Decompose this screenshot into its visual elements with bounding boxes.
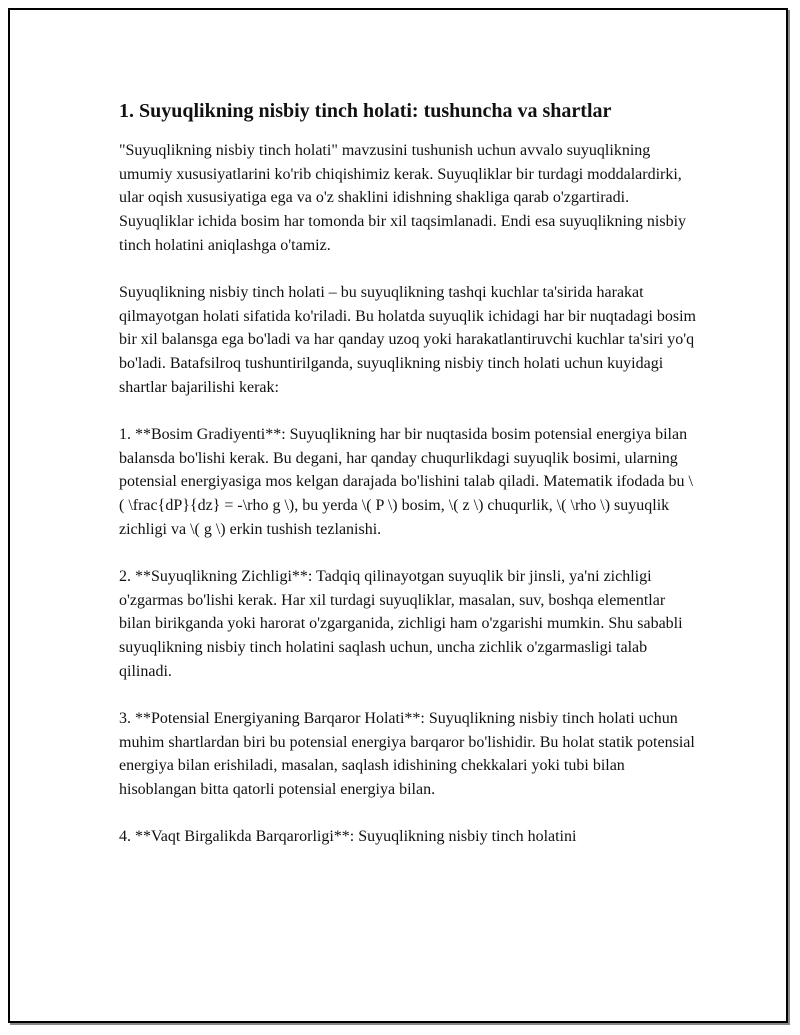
section-heading: 1. Suyuqlikning nisbiy tinch holati: tushuncha va shartlar: [119, 100, 612, 122]
page-frame: [8, 8, 788, 1023]
paragraph-condition-2: 2. **Suyuqlikning Zichligi**: Tadqiq qilinayotgan suyuqlik bir jinsli, ya'ni zichligi o'zgarmas bo'lishi kerak. Har xil turdagi suyuqliklar, masalan, suv, boshqa elementlar bilan birikganda yoki harorat o'zgarganida, zichligi ham o'zgarishi mumkin. Shu sababli suyuqlikning nisbiy tinch holatini saqlash uchun, uncha zichlik o'zgarmasligi talab qilinadi.: [119, 568, 683, 680]
paragraph-condition-1: 1. **Bosim Gradiyenti**: Suyuqlikning har bir nuqtasida bosim potensial energiya bilan balansda bo'lishi kerak. Bu degani, har qanday chuqurlikdagi suyuqlik bosimi, ularning potensial energiyasiga mos kelgan darajada bo'lishini talab qiladi. Matematik ifodada bu \( \frac{dP}{dz} = -\rho g \), bu yerda \( P \) bosim, \( z \) chuqurlik, \( \rho \) suyuqlik zichligi va \( g \) erkin tushish tezlanishi.: [119, 426, 693, 538]
document-body: [119, 98, 697, 873]
paragraph-condition-3: 3. **Potensial Energiyaning Barqaror Holati**: Suyuqlikning nisbiy tinch holati uchun muhim shartlardan biri bu potensial energiya barqaror bo'lishidir. Bu holat statik potensial energiya bilan erishiladi, masalan, saqlash idishining chekkalari yoki tubi bilan hisoblangan bitta qatorli potensial energiya bilan.: [119, 710, 695, 799]
paragraph-condition-4: 4. **Vaqt Birgalikda Barqarorligi**: Suyuqlikning nisbiy tinch holatini: [119, 828, 577, 846]
paragraph-definition: Suyuqlikning nisbiy tinch holati – bu suyuqlikning tashqi kuchlar ta'sirida harakat qilmayotgan holati sifatida ko'riladi. Bu holatda suyuqlik ichidagi har bir nuqtadagi bosim bir xil balansga ega bo'ladi va har qanday uzoq yoki harakatlantiruvchi kuchlar ta'siri yo'q bo'ladi. Batafsilroq tushuntirilganda, suyuqlikning nisbiy tinch holati uchun kuyidagi shartlar bajarilishi kerak:: [119, 284, 696, 396]
paragraph-intro: "Suyuqlikning nisbiy tinch holati" mavzusini tushunish uchun avvalo suyuqlikning umumiy xususiyatlarini ko'rib chiqishimiz kerak. Suyuqliklar bir turdagi moddalardirki, ular oqish xususiyatiga ega va o'z shaklini idishning shakliga qarab o'zgartiradi. Suyuqliklar ichida bosim har tomonda bir xil taqsimlanadi. Endi esa suyuqlikning nisbiy tinch holatini aniqlashga o'tamiz.: [119, 142, 687, 254]
